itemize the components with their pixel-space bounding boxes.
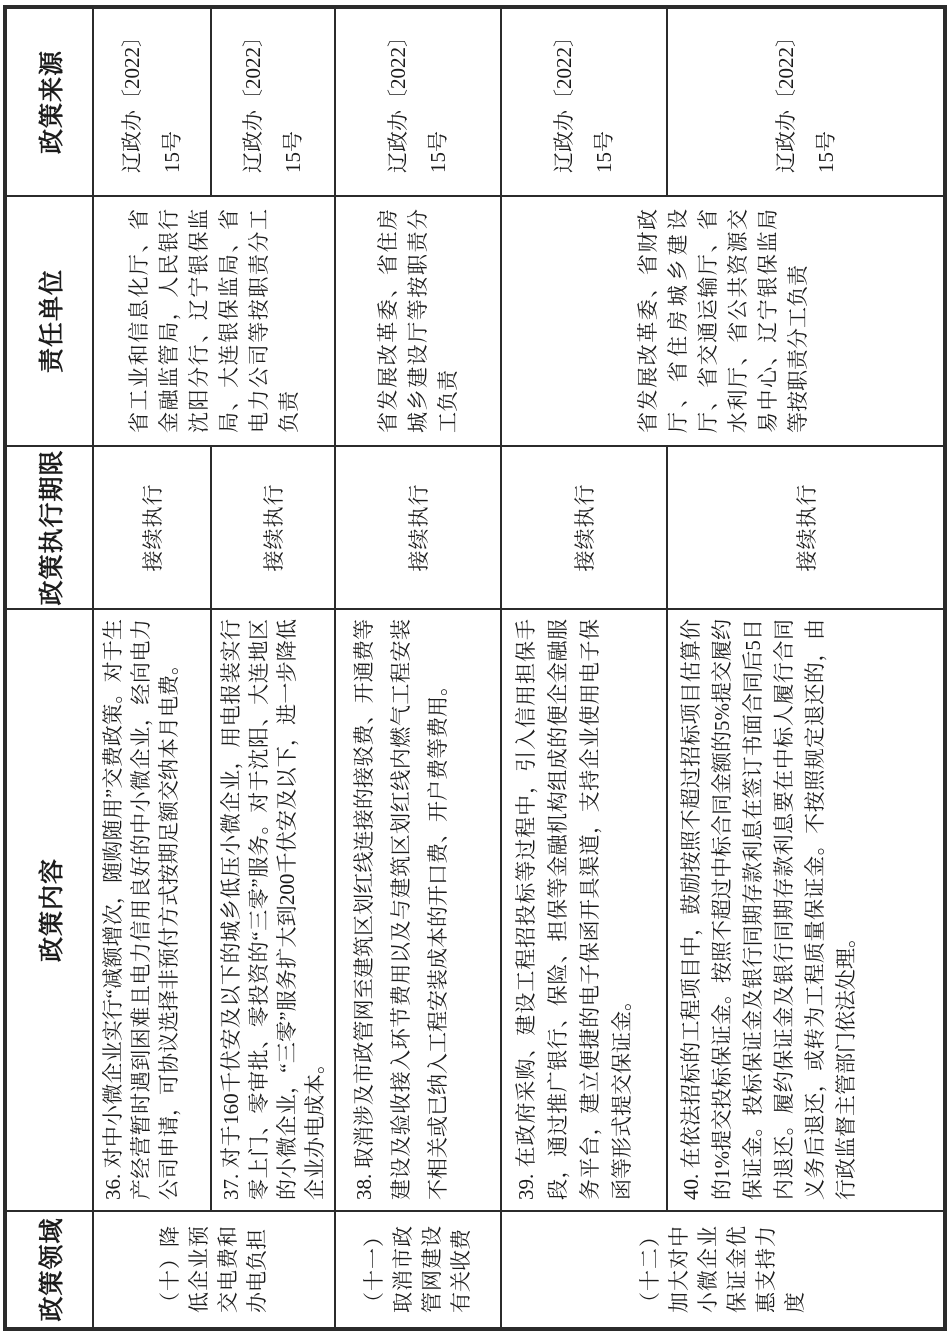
cell-period-40: 接续执行 — [667, 446, 945, 609]
cell-source-37: 辽政办〔2022〕15号 — [211, 7, 335, 196]
cell-period-38: 接续执行 — [335, 446, 501, 609]
cell-period-36: 接续执行 — [93, 446, 211, 609]
header-responsible-unit: 责任单位 — [5, 196, 93, 446]
cell-content-37: 37. 对于160千伏安及以下的城乡低压小微企业，用电报装实行零上门、零审批、零投资的“三零”服务。对于沈阳、大连地区的小微企业，“三零”服务扩大到200千伏安及以下，进一步降低企业办电成本。 — [211, 609, 335, 1211]
policy-table — [3, 5, 947, 1331]
table-row-38 — [335, 7, 501, 1329]
table-row-39 — [501, 7, 667, 1329]
cell-period-39: 接续执行 — [501, 446, 667, 609]
cell-content-39: 39. 在政府采购、建设工程招投标等过程中，引入信用担保手段，通过推广银行、保险、担保等金融机构组成的便企金融服务平台，建立便捷的电子保函开具渠道，支持企业使用电子保函等形式提交保证金。 — [501, 609, 667, 1211]
header-policy-source: 政策来源 — [5, 7, 93, 196]
cell-area-12: （十二）加大对中小微企业保证金优惠支持力度 — [501, 1211, 945, 1329]
header-row — [5, 7, 93, 1329]
cell-unit-39-40: 省发展改革委、省财政厅、省住房城乡建设厅、省交通运输厅、省水利厅、省公共资源交易中心、辽宁银保监局等按职责分工负责 — [501, 196, 945, 446]
cell-content-38: 38. 取消涉及市政管网至建筑区划红线连接的接驳费、开通费等建设及验收接入环节费用以及与建筑区划红线内燃气工程安装不相关或已纳入工程安装成本的开口费、开户费等费用。 — [335, 609, 501, 1211]
cell-unit-36-37: 省工业和信息化厅、省金融监管局，人民银行沈阳分行、辽宁银保监局、大连银保监局、省电力公司等按职责分工负责 — [93, 196, 335, 446]
cell-source-36: 辽政办〔2022〕15号 — [93, 7, 211, 196]
cell-period-37: 接续执行 — [211, 446, 335, 609]
header-policy-period: 政策执行期限 — [5, 446, 93, 609]
cell-content-40: 40. 在依法招标的工程项目中，鼓励按照不超过招标项目估算价的1%提交投标保证金。按照不超过中标合同金额的5%提交履约保证金。投标保证金及银行同期存款利息在签订书面合同后5日内退还。履约保证金及银行同期存款利息要在中标人履行合同义务后退还，或转为工程质量保证金。不按照规定退还的，由行政监督主管部门依法处理。 — [667, 609, 945, 1211]
cell-unit-38: 省发展改革委、省住房城乡建设厅等按职责分工负责 — [335, 196, 501, 446]
header-policy-area: 政策领域 — [5, 1211, 93, 1329]
cell-area-11: （十一）取消市政管网建设有关收费 — [335, 1211, 501, 1329]
header-policy-content: 政策内容 — [5, 609, 93, 1211]
table-row-36 — [93, 7, 211, 1329]
cell-source-40: 辽政办〔2022〕15号 — [667, 7, 945, 196]
cell-source-38: 辽政办〔2022〕15号 — [335, 7, 501, 196]
cell-content-36: 36. 对中小微企业实行“减额增次，随购随用”交费政策。对于生产经营暂时遇到困难且电力信用良好的中小微企业，经向电力公司申请，可协议选择非预付方式按期足额交纳本月电费。 — [93, 609, 211, 1211]
cell-source-39: 辽政办〔2022〕15号 — [501, 7, 667, 196]
cell-area-10: （十）降低企业预交电费和办电负担 — [93, 1211, 335, 1329]
